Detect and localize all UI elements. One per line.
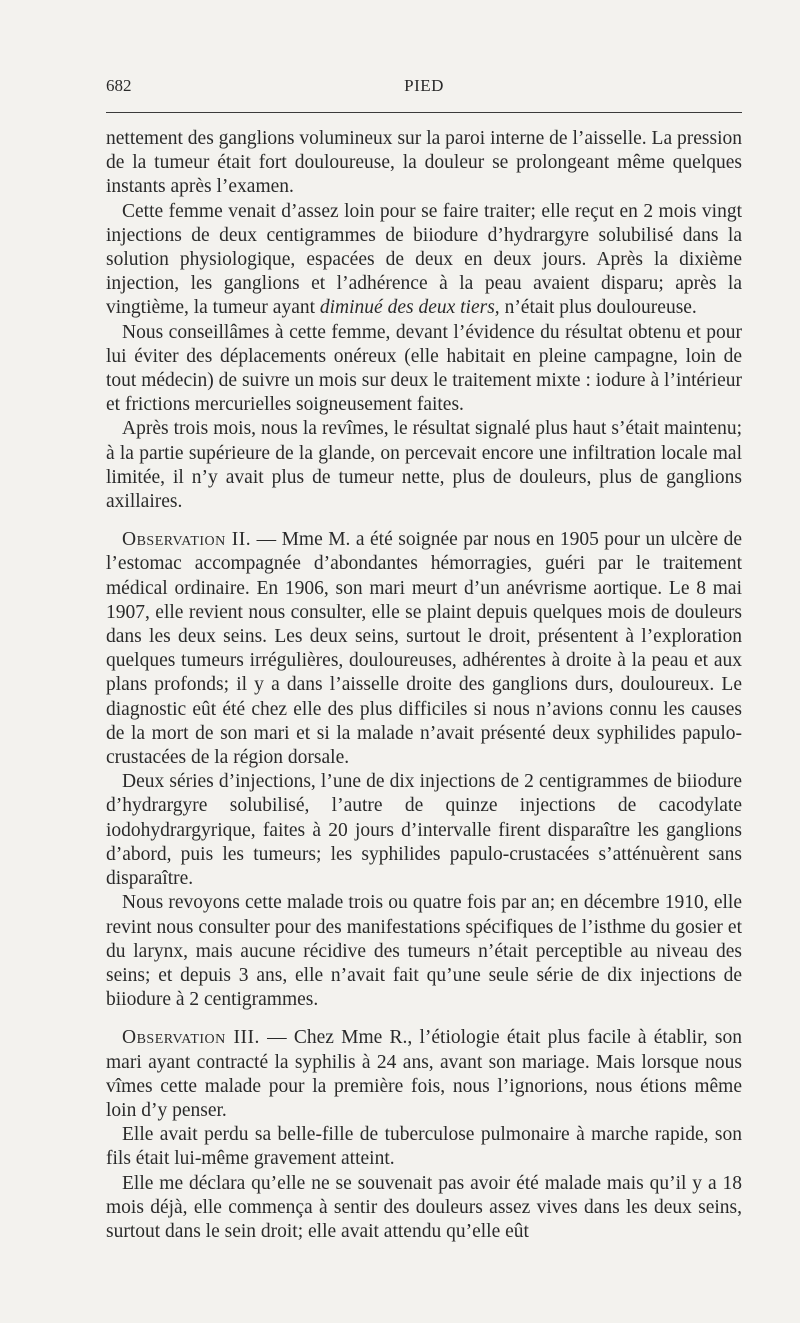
paragraph-3: Nous conseillâmes à cette femme, devant l’évidence du résultat obtenu et pour lui éviter des déplacements onéreux (elle habitait en pleine campagne, loin de tout médecin) de suivre un mois sur deux le traitement mixte : iodure à l’intérieur et frictions mercurielles soigneusement faites. bbox=[106, 321, 742, 416]
paragraph-1: nettement des ganglions volumineux sur la paroi interne de l’aisselle. La pression de la tumeur était fort douloureuse, la douleur se prolongeant même quelques instants après l’examen. bbox=[106, 128, 742, 198]
body-text bbox=[106, 127, 742, 1244]
header-rule bbox=[106, 112, 742, 113]
observation-2-text: — Mme M. a été soignée par nous en 1905 pour un ulcère de l’estomac accompagnée d’abondantes hémorragies, guéri par le traitement médical ordinaire. En 1906, son mari meurt d’un anévrisme aortique. Le 8 mai 1907, elle revient nous consulter, elle se plaint depuis quelques mois de douleurs dans les deux seins. Les deux seins, surtout le droit, présentent à l’exploration quelques tumeurs irrégulières, douloureuses, adhérentes à droite à la peau et aux plans profonds; il y a dans l’aisselle droite des ganglions durs, douloureux. Le diagnostic eût été chez elle des plus difficiles si nous n’avions connu les causes de la mort de son mari et si la malade n’avait présenté deux syphilides papulo-crustacées de la région dorsale. bbox=[106, 529, 743, 769]
observation-3 bbox=[106, 1026, 742, 1123]
paragraph-9: Elle avait perdu sa belle-fille de tuberculose pulmonaire à marche rapide, son fils était lui-même gravement atteint. bbox=[106, 1124, 742, 1170]
paragraph-2 bbox=[106, 200, 742, 321]
page-number: 682 bbox=[106, 76, 132, 95]
running-title: PIED bbox=[404, 76, 444, 95]
paragraph-7: Nous revoyons cette malade trois ou quatre fois par an; en décembre 1910, elle revint nous consulter pour des manifestations spécifiques de l’isthme du gosier et du larynx, mais aucune récidive des tumeurs n’était perceptible au niveau des seins; et depuis 3 ans, elle n’avait fait qu’une seule série de dix injections de biiodure à 2 centigrammes. bbox=[106, 892, 742, 1011]
observation-3-text: — Chez Mme R., l’étiologie était plus facile à établir, son mari ayant contracté la syphilis à 24 ans, avant son mariage. Mais lorsque nous vîmes cette malade pour la première fois, nous l’ignorions, nous étions même loin d’y penser. bbox=[106, 1027, 742, 1121]
paragraph-6: Deux séries d’injections, l’une de dix injections de 2 centigrammes de biiodure d’hydrargyre solubilisé, l’autre de quinze injections de cacodylate iodohydrargyrique, faites à 20 jours d’intervalle firent disparaître les ganglions d’abord, puis les tumeurs; les syphilides papulo-crustacées s’atténuèrent sans disparaître. bbox=[106, 771, 742, 890]
page-header bbox=[106, 76, 742, 102]
observation-3-label: Observation III. bbox=[122, 1027, 260, 1049]
paragraph-4: Après trois mois, nous la revîmes, le résultat signalé plus haut s’était maintenu; à la partie supérieure de la glande, on percevait encore une infiltration locale mal limitée, il n’y avait plus de tumeur nette, plus de douleurs, plus de ganglions axillaires. bbox=[106, 418, 742, 513]
observation-2-label: Observation II. bbox=[122, 529, 252, 551]
paragraph-10: Elle me déclara qu’elle ne se souvenait pas avoir été malade mais qu’il y a 18 mois déjà, elle commença à sentir des douleurs assez vives dans les deux seins, surtout dans le sein droit; elle avait attendu qu’elle eût bbox=[106, 1172, 742, 1242]
observation-2 bbox=[106, 528, 742, 770]
paragraph-2-text-a: Cette femme venait d’assez loin pour se faire traiter; elle reçut en 2 mois vingt injections de deux centigrammes de biiodure d’hydrargyre solubilisé dans la solution physiologique, espacées de deux en deux jours. Après la dixième injection, les ganglions et l’adhérence à la peau avaient disparu; après la vingtième, la tumeur ayant bbox=[106, 200, 742, 319]
paragraph-2-emphasis: diminué des deux tiers, bbox=[319, 297, 500, 319]
paragraph-2-text-b: n’était plus douloureuse. bbox=[499, 297, 697, 319]
